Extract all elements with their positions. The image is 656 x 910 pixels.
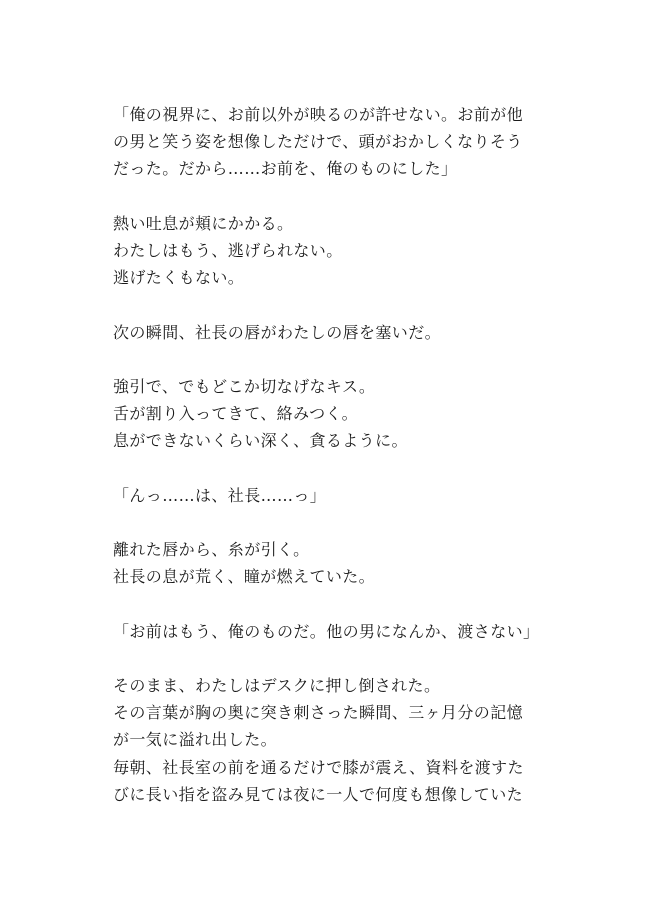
text-line: びに長い指を盗み見ては夜に一人で何度も想像していた	[113, 784, 524, 804]
paragraph-gap	[113, 509, 553, 536]
text-line: だった。だから……お前を、俺のものにした」	[113, 159, 458, 179]
text-line: 息ができないくらい深く、貪るように。	[113, 431, 408, 451]
text-line: 逃げたくもない。	[113, 268, 245, 288]
text-line: わたしはもう、逃げられない。	[113, 240, 343, 260]
text-line: 離れた唇から、糸が引く。	[113, 540, 310, 559]
text-line: 「んっ……は、社長……っ」	[113, 485, 327, 505]
paragraph-gap	[113, 454, 553, 481]
text-line: 社長の息が荒く、瞳が燃えていた。	[113, 567, 376, 587]
text-line: 「俺の視界に、お前以外が映るのが許せない。お前が他	[113, 105, 524, 124]
text-line: 舌が割り入ってきて、絡みつく。	[113, 404, 359, 424]
text-line: 強引で、でもどこか切なげなキス。	[113, 376, 376, 396]
novel-text	[113, 101, 553, 808]
text-line: が一気に溢れ出した。	[113, 730, 278, 750]
text-line: 熱い吐息が頬にかかる。	[113, 213, 294, 233]
paragraph-gap	[113, 645, 553, 672]
text-line: の男と笑う姿を想像しただけで、頭がおかしくなりそう	[113, 132, 523, 152]
text-line: 「お前はもう、俺のものだ。他の男になんか、渡さない」	[113, 621, 540, 641]
text-line: 毎朝、社長室の前を通るだけで膝が震え、資料を渡すた	[113, 757, 524, 777]
text-line: そのまま、わたしはデスクに押し倒された。	[113, 675, 441, 695]
text-line: 次の瞬間、社長の唇がわたしの唇を塞いだ。	[113, 322, 442, 342]
paragraph-gap	[113, 291, 553, 318]
paragraph-gap	[113, 183, 553, 210]
paragraph-gap	[113, 346, 553, 373]
paragraph-gap	[113, 590, 553, 617]
text-line: その言葉が胸の奥に突き刺さった瞬間、三ヶ月分の記憶	[113, 703, 524, 723]
